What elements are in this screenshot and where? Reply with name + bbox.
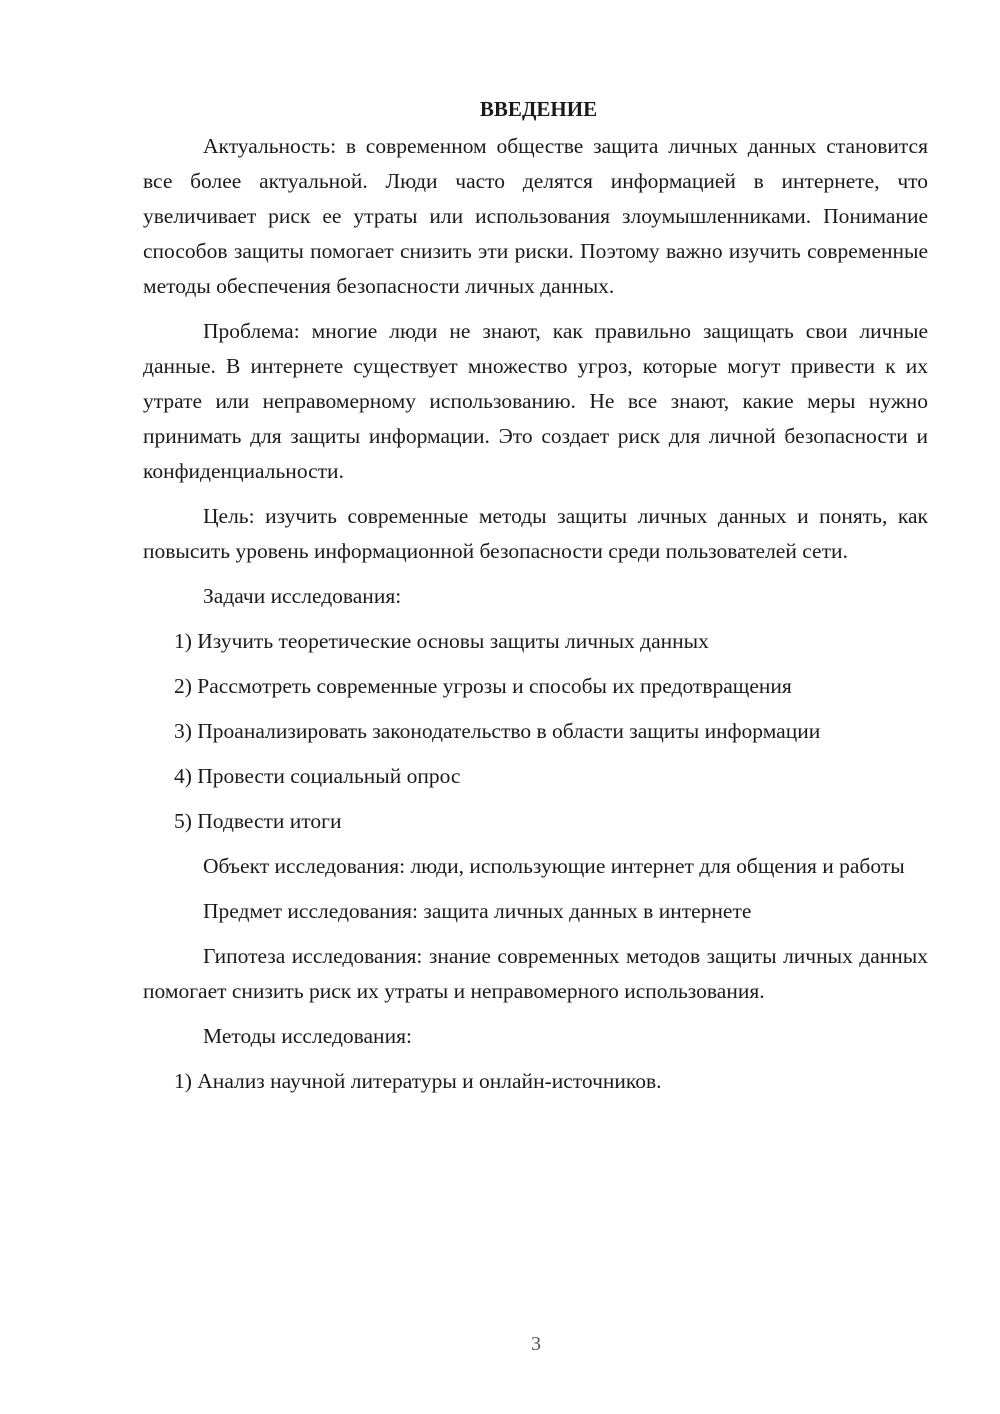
- methods-title: Методы исследования:: [203, 1024, 412, 1048]
- task-item-3: 3) Проанализировать законодательство в области защиты информации: [174, 719, 821, 743]
- task-item-5: 5) Подвести итоги: [174, 809, 342, 833]
- task-item-1: 1) Изучить теоретические основы защиты личных данных: [174, 629, 709, 653]
- relevance-paragraph: Актуальность: в современном обществе защита личных данных становится все более актуальной. Люди часто делятся информацией в интернете, что увеличивает риск ее утраты или использования злоумышленниками. Понимание способов защиты помогает снизить эти риски. Поэтому важно изучить современные методы обеспечения безопасности личных данных.: [143, 134, 928, 298]
- goal-paragraph: Цель: изучить современные методы защиты личных данных и понять, как повысить уровень информационной безопасности среди пользователей сети.: [143, 504, 928, 563]
- subject-paragraph: Предмет исследования: защита личных данных в интернете: [203, 899, 752, 923]
- tasks-title: Задачи исследования:: [203, 584, 402, 608]
- page-number: 3: [531, 1333, 541, 1355]
- object-paragraph: Объект исследования: люди, использующие интернет для общения и работы: [203, 854, 905, 878]
- problem-paragraph: Проблема: многие люди не знают, как правильно защищать свои личные данные. В интернете существует множество угроз, которые могут привести к их утрате или неправомерному использованию. Не все знают, какие меры нужно принимать для защиты информации. Это создает риск для личной безопасности и конфиденциальности.: [143, 319, 928, 483]
- task-item-2: 2) Рассмотреть современные угрозы и способы их предотвращения: [174, 674, 792, 698]
- hypothesis-paragraph: Гипотеза исследования: знание современных методов защиты личных данных помогает снизить риск их утраты и неправомерного использования.: [143, 944, 928, 1003]
- document-page: [143, 92, 928, 1109]
- section-heading: ВВЕДЕНИЕ: [479, 97, 598, 121]
- task-item-4: 4) Провести социальный опрос: [174, 764, 461, 788]
- method-item-1: 1) Анализ научной литературы и онлайн-источников.: [174, 1069, 662, 1093]
